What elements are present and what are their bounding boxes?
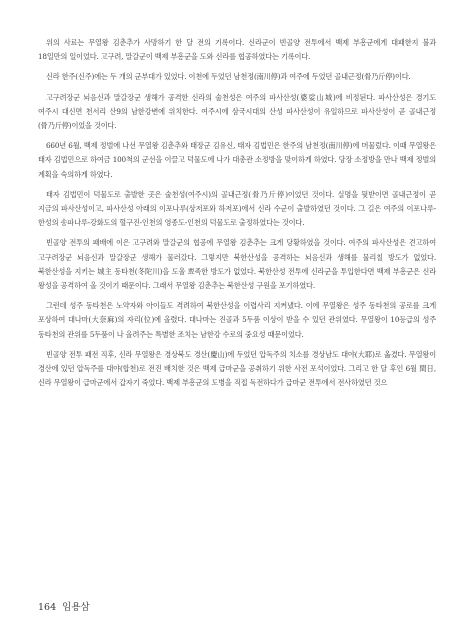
footer-author: 임용삼 [62, 602, 90, 613]
body-text [38, 36, 436, 396]
paragraph-2: 신라 한주(신주)에는 두 개의 군부대가 있었다. 이천에 두었던 남천정(南川停)과 여주에 두었던 골내근정(骨乃斤停)이다. [46, 72, 411, 82]
page-number: 164 [38, 602, 57, 613]
paragraph-8: 빈골양 전투 패전 직후, 신라 무열왕은 경상북도 경산(慶山)에 두었던 압독주의 치소를 경상남도 대야(大耶)로 옮겼다. 무열왕이 경산에 있던 압독주를 대야(합천)로 전진 배치한 것은 백제 급마군을 공취하기 위한 사전 포석이었다. 그리고 한 달 후인 6월 閏日, 신라 무열왕이 급마군에서 갑자기 죽었다. 백제 부흥군의 도병을 직접 독전하다가 급마군 전투에서 전사하였던 것으 [38, 349, 436, 388]
page-footer [38, 599, 90, 613]
paragraph-7: 그런데 성주 동타천은 노약자와 아이들도 격려하여 북한산성을 이렵사리 지켜냈다. 이에 무열왕은 성주 동타천의 공로를 크게 포상하여 대나마(大奈麻)의 자리(位)에 올렸다. 대나마는 진골과 5두품 이상이 받을 수 있던 관위였다. 무열왕이 10등급의 성주 동타천의 관위를 5두품이 나 올려주는 특별한 조치는 남한강 수로의 중요성 때문이었다. [38, 301, 436, 339]
paragraph-6: 빈골양 전투의 패배에 이은 고구려와 말갈군의 협공에 무열왕 김춘추는 크게 당황하였을 것이다. 여주의 파사산성은 견고하여 고구려장군 뇌음신과 말갈장군 생해가 물러갔다. 그렇지만 북한산성을 공격하는 뇌음신과 생해를 물리칠 방도가 없었다. 북한산성을 지키는 城主 동타천(冬陀川)을 도울 뾰족한 방도가 없었다. 북한산성 전투에 신라군을 투입한다면 백제 부흥군은 신라 왕성을 공격하여 올 것이기 때문이다. 그래서 무열왕 김춘추는 북한산성 구원을 포기하였다. [38, 238, 436, 291]
paragraph-1: 위의 사료는 무열왕 김춘추가 사망하기 한 달 전의 기록이다. 신라군이 빈골양 전투에서 백제 부흥군에게 대패한지 불과 18일만의 일이었다. 고구려, 말갈군이 백제 부흥군을 도와 신라를 협공하였다는 기록이다. [38, 38, 436, 62]
paragraph-4: 660년 6월, 백제 정벌에 나선 무열왕 김춘추와 태장군 김유신, 태자 김법민은 한주의 남천정(南川停)에 머물렀다. 이때 무열왕은 태자 김법민으로 하여금 100척의 군선을 이끌고 덕물도에 나가 대총관 소정방을 맞이하게 하였다. 당장 소정방을 만나 백제 정벌의 계획을 숙의하게 하였다. [38, 141, 436, 179]
paragraph-3: 고구려장군 뇌음신과 말갈장군 생해가 공격한 신라의 술천성은 여주의 파사산성(婆娑山城)에 비정된다. 파사산성은 경기도 여주시 대신면 천서리 산9의 남한강변에 위치한다. 여주시에 삼국시대의 산성 파사산성이 유일하므로 파사산성이 곧 골내근정(骨乃斤停)이었을 것이다. [38, 92, 436, 131]
paragraph-5: 태자 김법민이 덕물도로 출발한 곳은 술천성(여주시)의 골내근정(骨乃斤停)이었던 것이다. 실명을 뒷받이면 골내근정이 곧 지금의 파사산성이고, 파사산성 아래의 이포나루(상저포와 하저포)에서 신라 수군이 출발하였던 것이다. 그 길은 여주의 이포나루-한성의 송파나루-강화도의 혈구진-인천의 영종도-인천의 덕물도로 출정하였다는 것이다. [38, 189, 436, 228]
